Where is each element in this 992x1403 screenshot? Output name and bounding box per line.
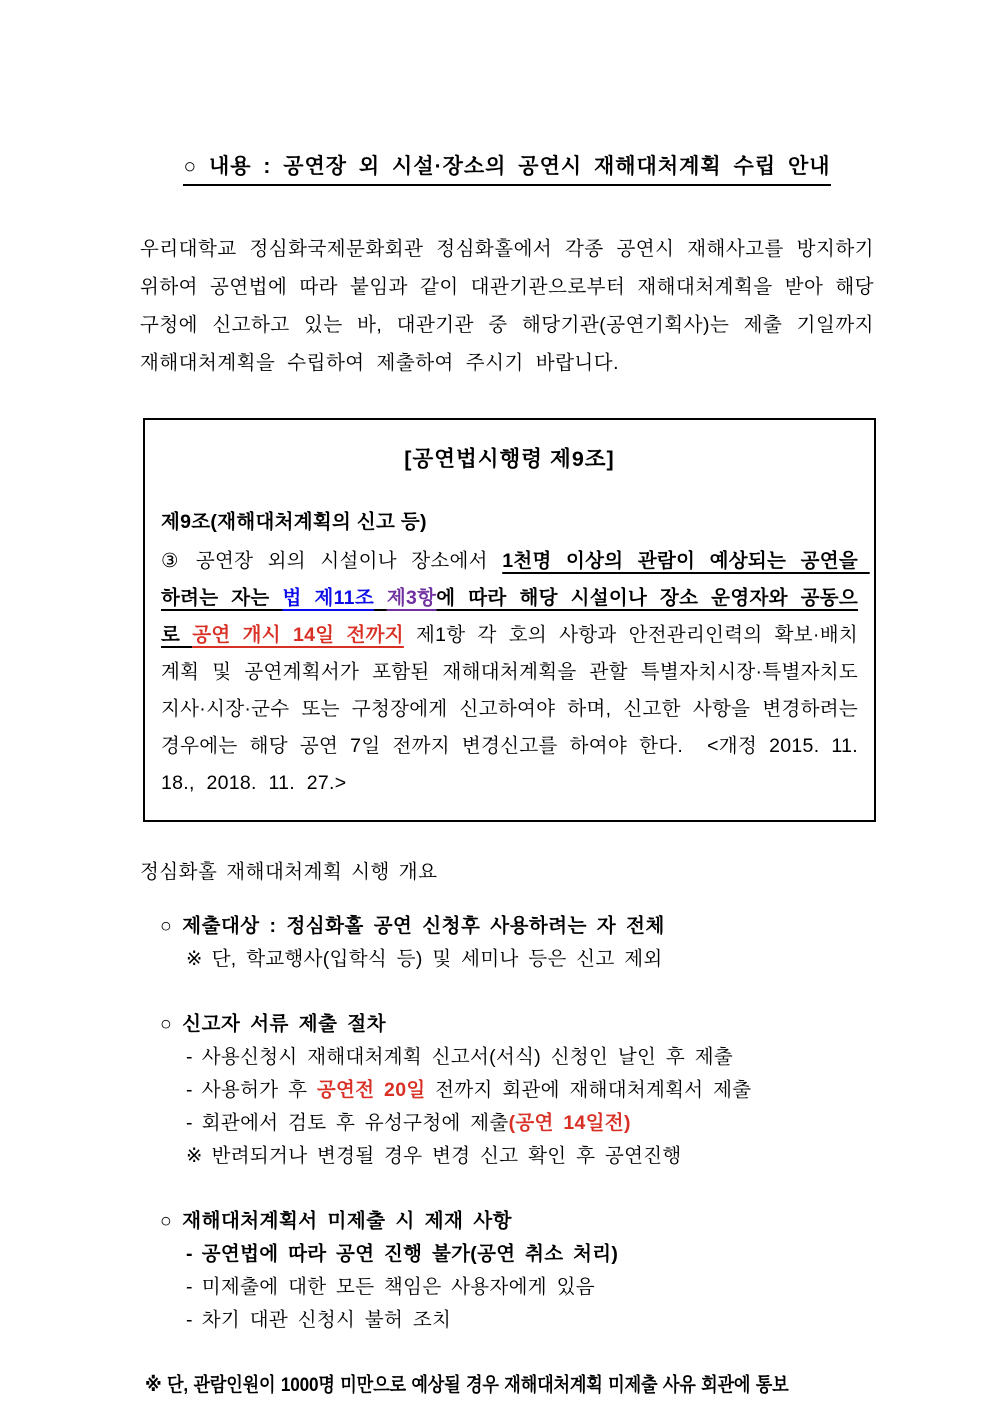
text-segment: 반려되거나 변경될 경우 변경 신고 확인 후 공연진행 [211,1145,682,1167]
page-title [140,150,874,186]
section-item [186,1140,874,1173]
overview-heading: 정심화홀 재해대처계획 시행 개요 [140,861,438,883]
item-marker: - [186,1112,193,1134]
text-segment: 사용신청시 재해대처계획 신고서(서식) 신청인 날인 후 제출 [201,1046,733,1068]
law-box [143,418,876,822]
law-article-heading: 제9조(재해대처계획의 신고 등) [161,511,427,533]
section-marker: ○ [160,1210,173,1232]
item-marker: - [186,1243,193,1265]
footnote-marker: ※ [145,1374,162,1396]
text-segment: 차기 대관 신청시 불허 조치 [201,1309,452,1331]
text-segment: 에 따라 해당 시설이나 장소 운영자와 공동으로 [161,587,859,646]
text-segment: 미제출에 대한 모든 책임은 사용자에게 있음 [201,1276,595,1298]
item-marker: - [186,1276,193,1298]
item-marker: ※ [186,948,203,970]
text-segment: 회관에서 검토 후 유성구청에 제출 [201,1112,509,1134]
section-item [186,943,874,976]
section-items [160,943,874,976]
intro-paragraph: 우리대학교 정심화국제문화회관 정심화홀에서 각종 공연시 재해사고를 방지하기 위하여 공연법에 따라 붙임과 같이 대관기관으로부터 재해대처계획을 받아 해당 구청에 신고하고 있는 바, 대관기관 중 해당기관(공연기획사)는 제출 기일까지 재해대처계획을 수립하여 제출하여 주시기 바랍니다. [140,238,874,374]
footnote-body: 단, 관람인원이 1000명 미만으로 예상될 경우 재해대처계획 미제출 사유 회관에 통보 [166,1374,789,1396]
item-marker: - [186,1309,193,1331]
section-items [160,1041,874,1173]
item-marker: - [186,1079,193,1101]
section-title [160,1008,874,1041]
section-item [186,1238,874,1271]
text-segment: ③ 공연장 외의 시설이나 장소에서 [161,550,503,572]
section-item [186,1107,874,1140]
text-segment: 법 제11조 [282,587,374,609]
overview-section [160,1008,874,1173]
section-title [160,910,874,943]
overview-section [160,1205,874,1337]
section-items [160,1238,874,1337]
item-marker: ※ [186,1145,203,1167]
text-segment: (공연 14일전) [508,1112,631,1134]
section-item [186,1074,874,1107]
text-segment: 공연전 20일 [316,1079,426,1101]
section-item [186,1304,874,1337]
overview-sections [140,910,874,1337]
footnote [145,1369,874,1397]
text-segment: 공연법에 따라 공연 진행 불가(공연 취소 처리) [201,1243,619,1265]
text-segment: 전까지 회관에 재해대처계획서 제출 [425,1079,752,1101]
section-item [186,1271,874,1304]
section-title-text: 재해대처계획서 미제출 시 제재 사항 [182,1210,513,1232]
law-clause-paragraph [161,543,870,802]
overview-section [160,910,874,976]
section-marker: ○ [160,1013,173,1035]
text-segment [374,587,387,609]
text-segment: 공연 개시 14일 전까지 [192,624,404,646]
item-marker: - [186,1046,193,1068]
text-segment: 1천명 이상의 관람이 예상되는 공연을 하려는 자는 [161,550,870,609]
section-marker: ○ [160,915,173,937]
page-title-text: ○ 내용 : 공연장 외 시설·장소의 공연시 재해대처계획 수립 안내 [183,150,830,186]
text-segment: 제1항 각 호의 사항과 안전관리인력의 확보·배치계획 및 공연계획서가 포함된 재해대처계획을 관할 특별자치시장·특별자치도지사·시장·군수 또는 구청장에게 신고하여야 하며, 신고한 사항을 변경하려는 경우에는 해당 공연 7일 전까지 변경신고를 하여야 한다. <개정 2015. 11. 18., 2018. 11. 27.> [161,624,870,794]
law-box-title: [공연법시행령 제9조] [404,447,615,471]
section-title-text: 제출대상 : 정심화홀 공연 신청후 사용하려는 자 전체 [182,915,665,937]
section-title [160,1205,874,1238]
section-item [186,1041,874,1074]
text-segment: 사용허가 후 [201,1079,317,1101]
footnote-text [145,1369,789,1397]
section-title-text: 신고자 서류 제출 절차 [182,1013,387,1035]
text-segment: 제3항 [386,587,437,609]
text-segment: 단, 학교행사(입학식 등) 및 세미나 등은 신고 제외 [211,948,663,970]
